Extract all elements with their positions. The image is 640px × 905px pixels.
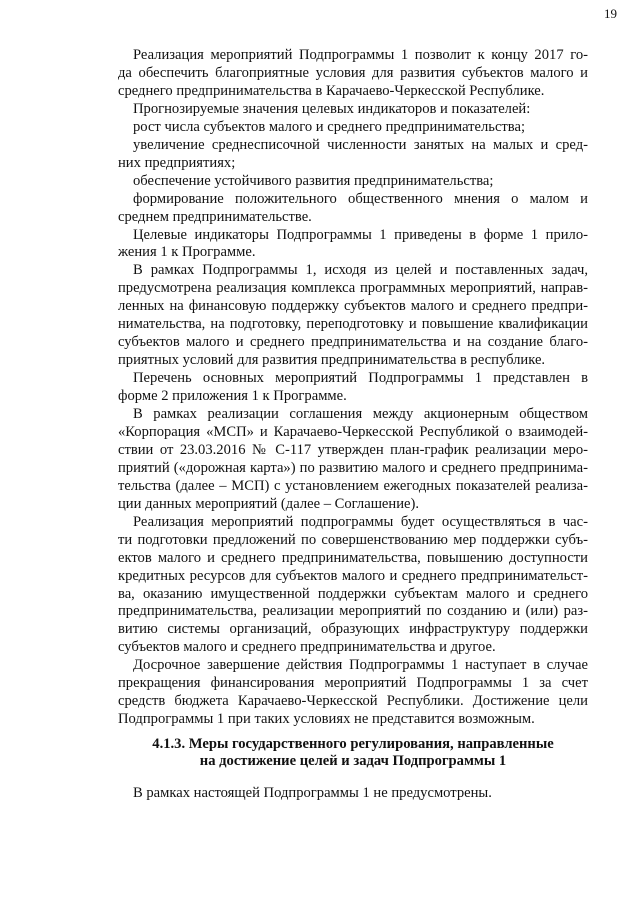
page-number: 19 [604,6,617,21]
text-line: приятий («дорожная карта») по развитию малого и среднего предпринима- [118,459,588,476]
text-line: ции данных мероприятий (далее – Соглашение). [118,495,420,512]
text-line: предпринимательства, реализации мероприятий по созданию и (или) раз- [118,603,588,620]
text-line: обеспечение устойчивого развития предпринимательства; [133,172,494,189]
text-line: ленных на финансовую поддержку субъектов малого и среднего предпри- [118,298,588,315]
text-line: В рамках реализации соглашения между акционерным обществом [133,406,588,422]
text-line: прекращения финансирования мероприятий Подпрограммы 1 за счет [118,675,588,692]
text-line: ствии от 23.03.2016 № С-117 утвержден план-график реализации меро- [118,441,588,458]
text-line: В рамках Подпрограммы 1, исходя из целей и поставленных задач, [133,262,588,279]
text-line: среднего предпринимательства в Карачаево-Черкесской Республике. [118,82,545,99]
text-line: Перечень основных мероприятий Подпрограммы 1 представлен в [133,370,588,387]
text-line: жения 1 к Программе. [118,244,256,261]
text-line: ектов малого и среднего предпринимательства, повышению доступности [118,549,588,566]
text-line: ва, оказанию имущественной поддержки субъектам малого и среднего [118,585,588,602]
text-line: кредитных ресурсов для субъектов малого и среднего предпринимательст- [118,567,588,584]
text-line: Реализация мероприятий подпрограммы будет осуществляться в час- [133,513,588,530]
text-line: увеличение среднесписочной численности занятых на малых и сред- [133,136,588,153]
text-line: субъектов малого и среднего предпринимательства и другое. [118,639,496,656]
text-line: средств бюджета Карачаево-Черкесской Республики. Достижение цели [118,693,588,710]
text-line: «Корпорация «МСП» и Карачаево-Черкесской Республикой о взаимодей- [118,423,588,440]
text-line: среднем предпринимательстве. [118,208,312,225]
text-line: рост числа субъектов малого и среднего предпринимательства; [133,118,526,135]
text-line: Досрочное завершение действия Подпрограммы 1 наступает в случае [133,657,588,674]
text-line: Подпрограммы 1 при таких условиях не представится возможным. [118,711,535,728]
text-line: предусмотрена реализация комплекса программных мероприятий, направ- [118,280,588,297]
text-line: ти подготовки предложений по совершенствованию мер поддержки субъ- [118,531,588,548]
closing-paragraph: В рамках настоящей Подпрограммы 1 не предусмотрены. [133,785,492,801]
text-line: них предприятиях; [118,154,236,171]
text-line: тельства (далее – МСП) с установлением ежегодных показателей реализа- [118,477,588,494]
text-line: Целевые индикаторы Подпрограммы 1 приведены в форме 1 прило- [133,226,588,243]
text-line: Реализация мероприятий Подпрограммы 1 позволит к концу 2017 го- [133,47,588,63]
text-line: да обеспечить благоприятные условия для развития субъектов малого и [118,64,588,81]
text-line: витию системы организаций, образующих инфраструктуру поддержки [118,621,588,638]
section-heading-line-2: на достижение целей и задач Подпрограммы 1 [199,753,507,769]
text-line: субъектов малого и среднего предпринимательства и на создание благо- [118,334,588,351]
text-line: Прогнозируемые значения целевых индикаторов и показателей: [133,100,531,117]
section-heading [118,736,588,770]
section-heading-line-1: 4.1.3. Меры государственного регулирования, направленные [152,736,554,752]
text-line: нимательства, на подготовку, переподготовку и повышение квалификации [118,316,588,333]
text-line: приятных условий для развития предпринимательства в республике. [118,352,546,369]
text-line: форме 2 приложения 1 к Программе. [118,388,347,405]
text-line: формирование положительного общественного мнения о малом и [133,190,588,207]
